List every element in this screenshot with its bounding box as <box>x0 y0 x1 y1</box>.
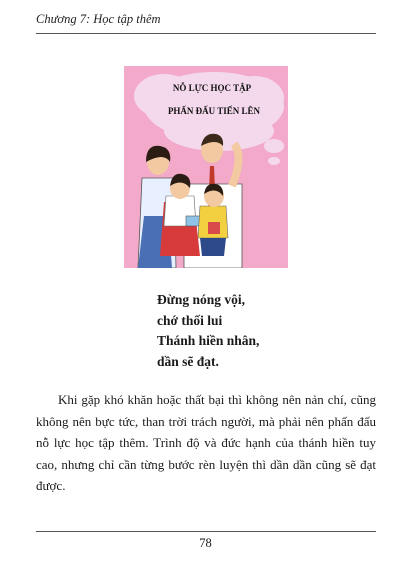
verse-line: Thánh hiền nhân, <box>157 333 260 348</box>
header-divider <box>36 33 376 34</box>
footer-divider <box>36 531 376 532</box>
verse-block <box>157 290 259 372</box>
verse-line: chớ thối lui <box>157 312 223 328</box>
verse-line: dần sẽ đạt. <box>157 353 219 369</box>
poster-line-2: PHẤN ĐẤU TIẾN LÊN <box>167 106 261 116</box>
page-number: 78 <box>199 536 212 550</box>
verse-line: Đừng nóng vội, <box>157 292 246 307</box>
poster-line-1: NỖ LỰC HỌC TẬP <box>172 83 252 93</box>
chapter-header: Chương 7: Học tập thêm <box>36 12 161 26</box>
illustration-drawing <box>124 66 288 268</box>
body-paragraph: Khi gặp khó khăn hoặc thất bại thì không nên nản chí, cũng không nên bực tức, than trời trách người, mà phải nên phấn đấu nỗ lực học tập thêm. Trình độ và đức hạnh của thánh hiền tuy cao, nhưng chỉ cần từng bước rèn luyện thì dần dần cũng sẽ đạt được. <box>36 392 376 494</box>
family-illustration <box>124 66 288 268</box>
